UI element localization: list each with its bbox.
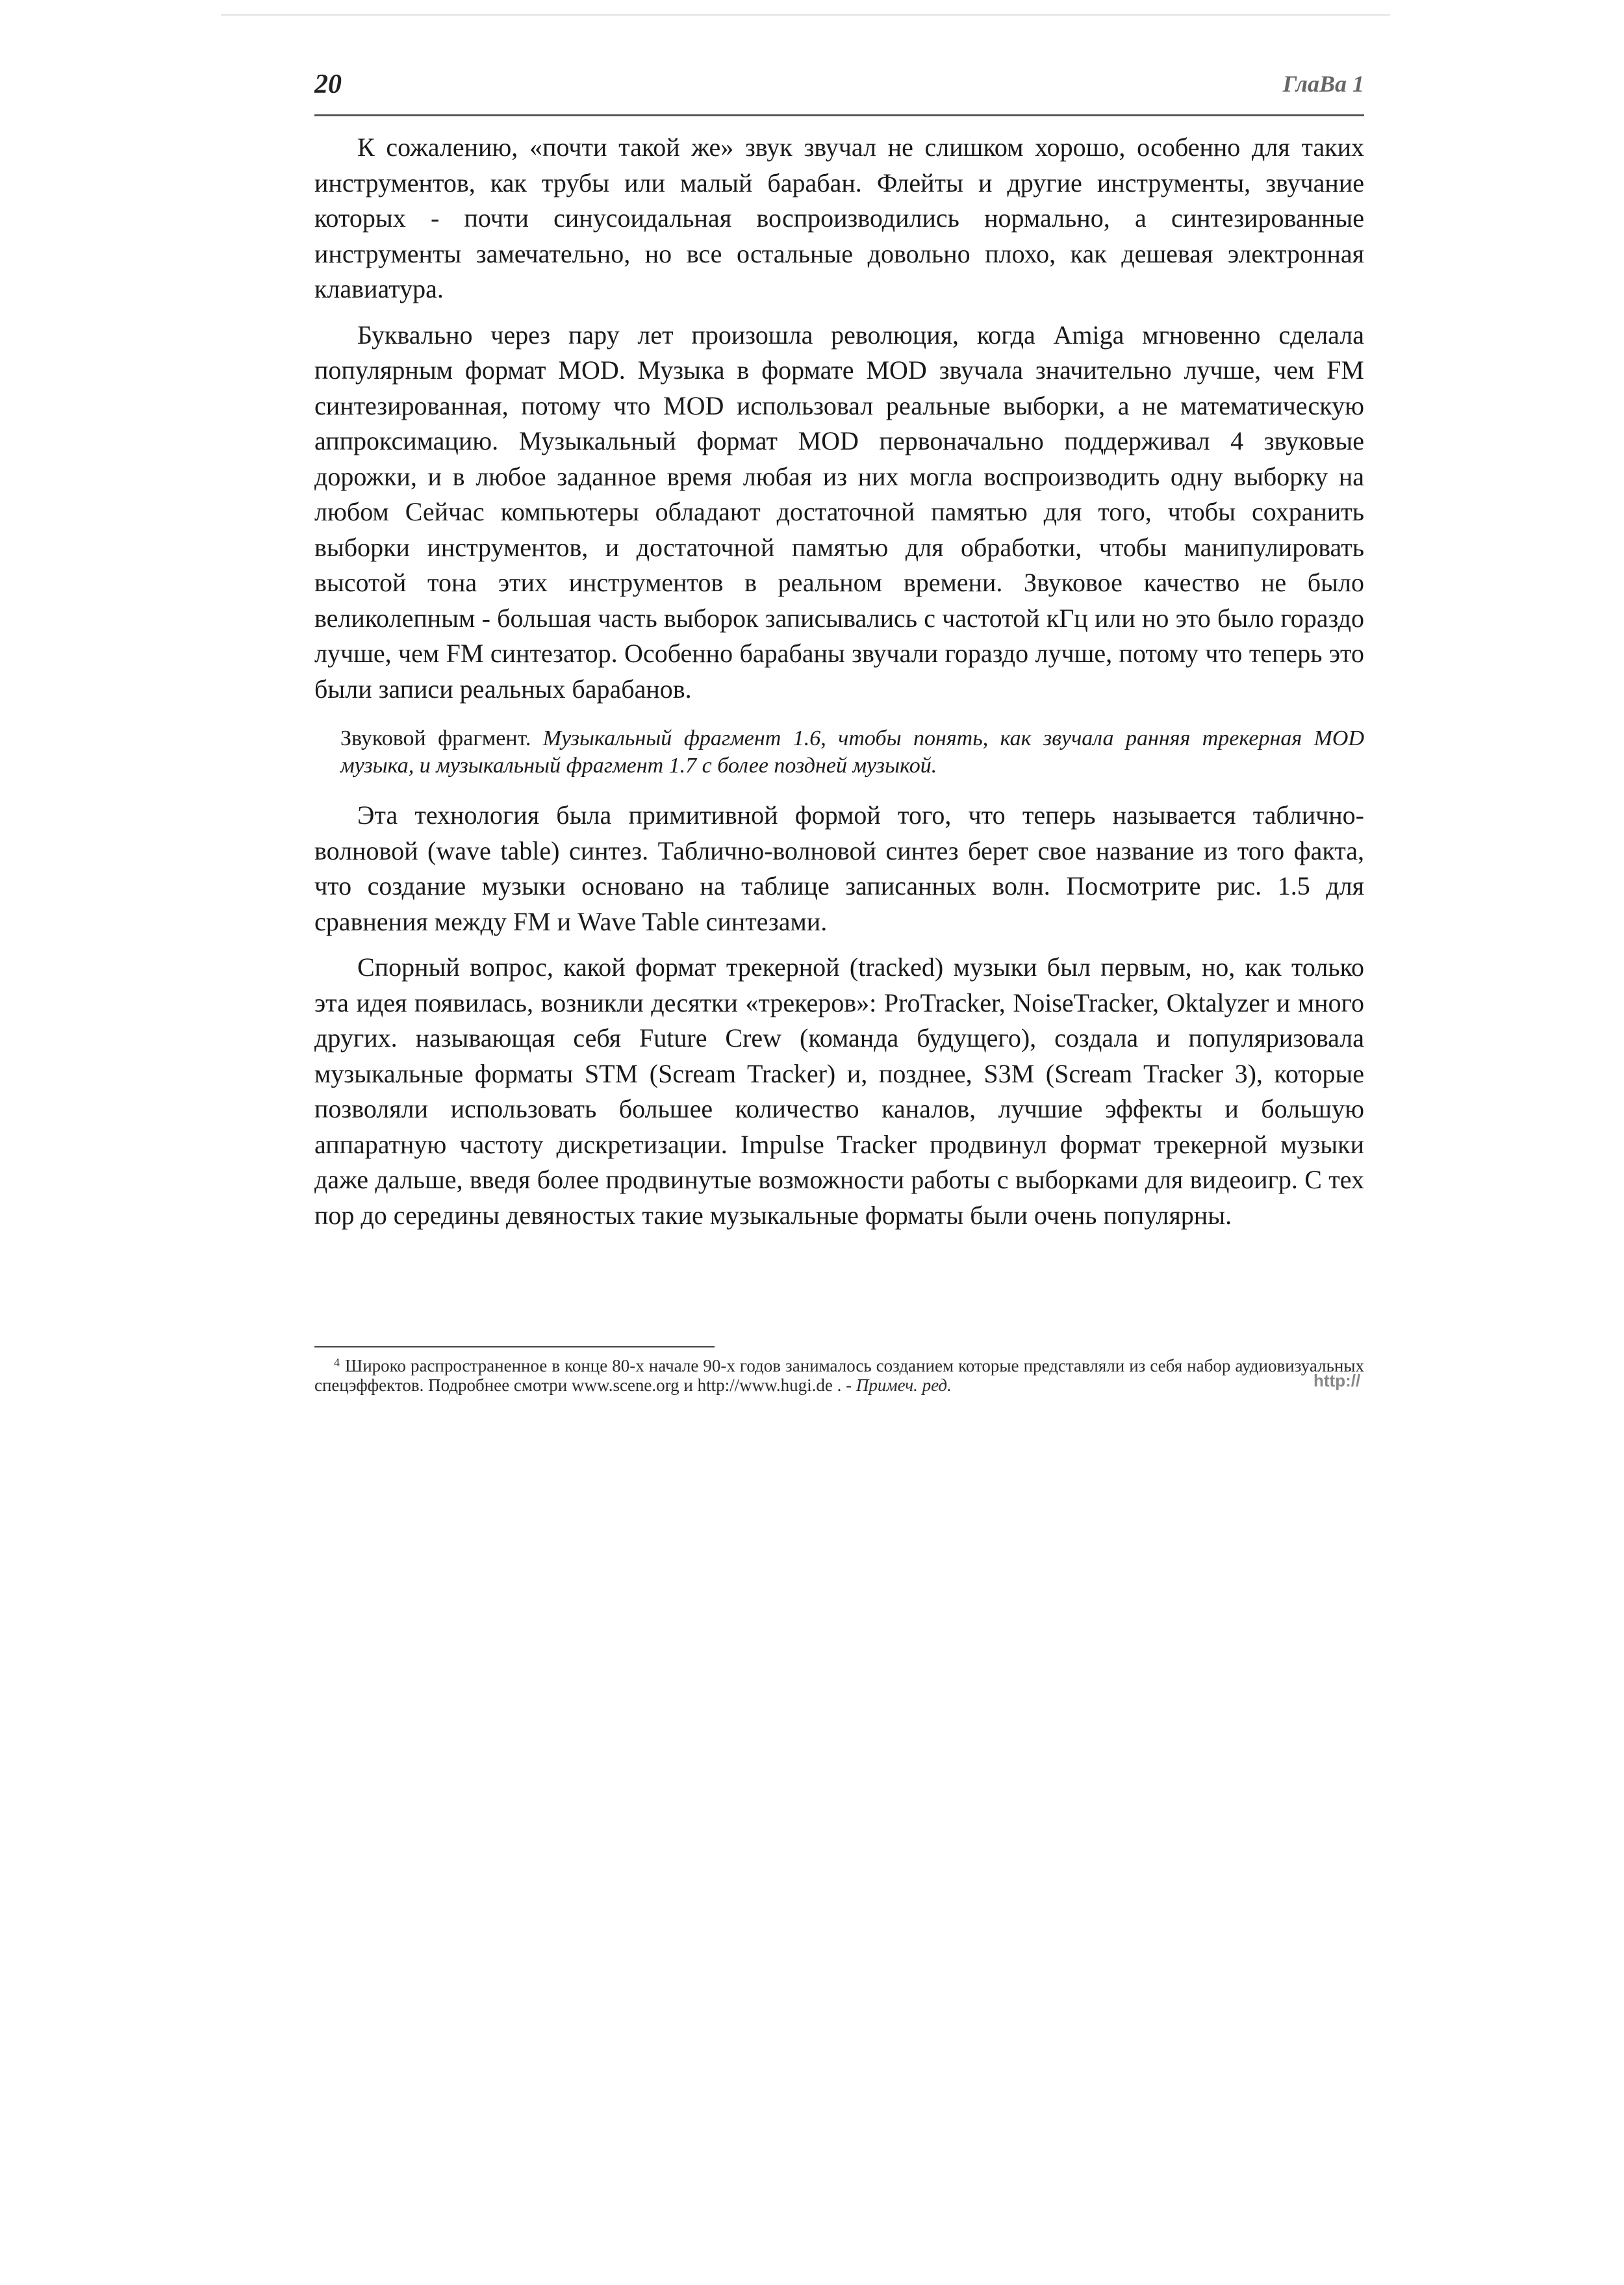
footnote-editor-note: Примеч. ред. xyxy=(856,1375,952,1395)
running-chapter-title: ГлаВа 1 xyxy=(1282,71,1364,97)
page-number: 20 xyxy=(314,70,342,99)
body-text xyxy=(314,130,1364,1244)
footnote-text: Широко распространенное в конце 80-х начале 90-х годов занималось созданием которые представляли из себя набор аудиовизуальных спецэффектов. Подробнее смотри www.scene.org и http://www.hugi.de . - xyxy=(314,1356,1364,1395)
sound-fragment-note xyxy=(340,725,1364,780)
paragraph-4: Спорный вопрос, какой формат трекерной (tracked) музыки был первым, но, как только эта идея появилась, возникли десятки «трекеров»: ProTracker, NoiseTracker, Oktalyzer и много других. называющая себя Future Crew (команда будущего), создала и популяризовала музыкальные форматы STM (Scream Tracker) и, позднее, S3M (Scream Tracker 3), которые позволяли использовать большее количество каналов, лучшие эффекты и большую аппаратную частоту дискретизации. Impulse Tracker продвинул формат трекерной музыки даже дальше, введя более продвинутые возможности работы с выборками для видеоигр. С тех пор до середины девяностых такие музыкальные форматы были очень популярны. xyxy=(314,952,1364,1230)
page-header xyxy=(314,65,1364,107)
header-rule xyxy=(314,114,1364,116)
paragraph-1: К сожалению, «почти такой же» звук звучал не слишком хорошо, особенно для таких инструментов, как трубы или малый барабан. Флейты и другие инструменты, звучание которых - почти синусоидальная воспроизводились нормально, а синтезированные инструменты замечательно, но все остальные довольно плохо, как дешевая электронная клавиатура. xyxy=(314,133,1364,303)
scan-artifact-rule xyxy=(221,14,1390,16)
footnote-rule xyxy=(314,1346,715,1347)
footnote-number: 4 xyxy=(334,1356,340,1369)
sound-note-label: Звуковой фрагмент. xyxy=(340,726,531,750)
paragraph-2: Буквально через пару лет произошла революция, когда Amiga мгновенно сделала популярным формат MOD. Музыка в формате MOD звучала значительно лучше, чем FM синтезированная, потому что MOD использовал реальные выборки, а не математическую аппроксимацию. Музыкальный формат MOD первоначально поддерживал 4 звуковые дорожки, и в любое заданное время любая из них могла воспроизводить одну выборку на любом Сейчас компьютеры обладают достаточной памятью для того, чтобы сохранить выборки инструментов, и достаточной памятью для обработки, чтобы манипулировать высотой тона этих инструментов в реальном времени. Звуковое качество не было великолепным - большая часть выборок записывались с частотой кГц или но это было гораздо лучше, чем FM синтезатор. Особенно барабаны звучали гораздо лучше, потому что теперь это были записи реальных барабанов. xyxy=(314,320,1364,704)
paragraph-3: Эта технология была примитивной формой того, что теперь называется таблично-волновой (wave table) синтез. Таблично-волновой синтез берет свое название из того факта, что создание музыки основано на таблице записанных волн. Посмотрите рис. 1.5 для сравнения между FM и Wave Table синтезами. xyxy=(314,800,1364,936)
sound-note-text: Музыкальный фрагмент 1.6, чтобы понять, как звучала ранняя трекерная MOD музыка, и музыкальный фрагмент 1.7 с более поздней музыкой. xyxy=(340,726,1365,778)
footnote-url-fragment: http:// xyxy=(1313,1371,1361,1390)
footnote xyxy=(314,1353,1364,1395)
